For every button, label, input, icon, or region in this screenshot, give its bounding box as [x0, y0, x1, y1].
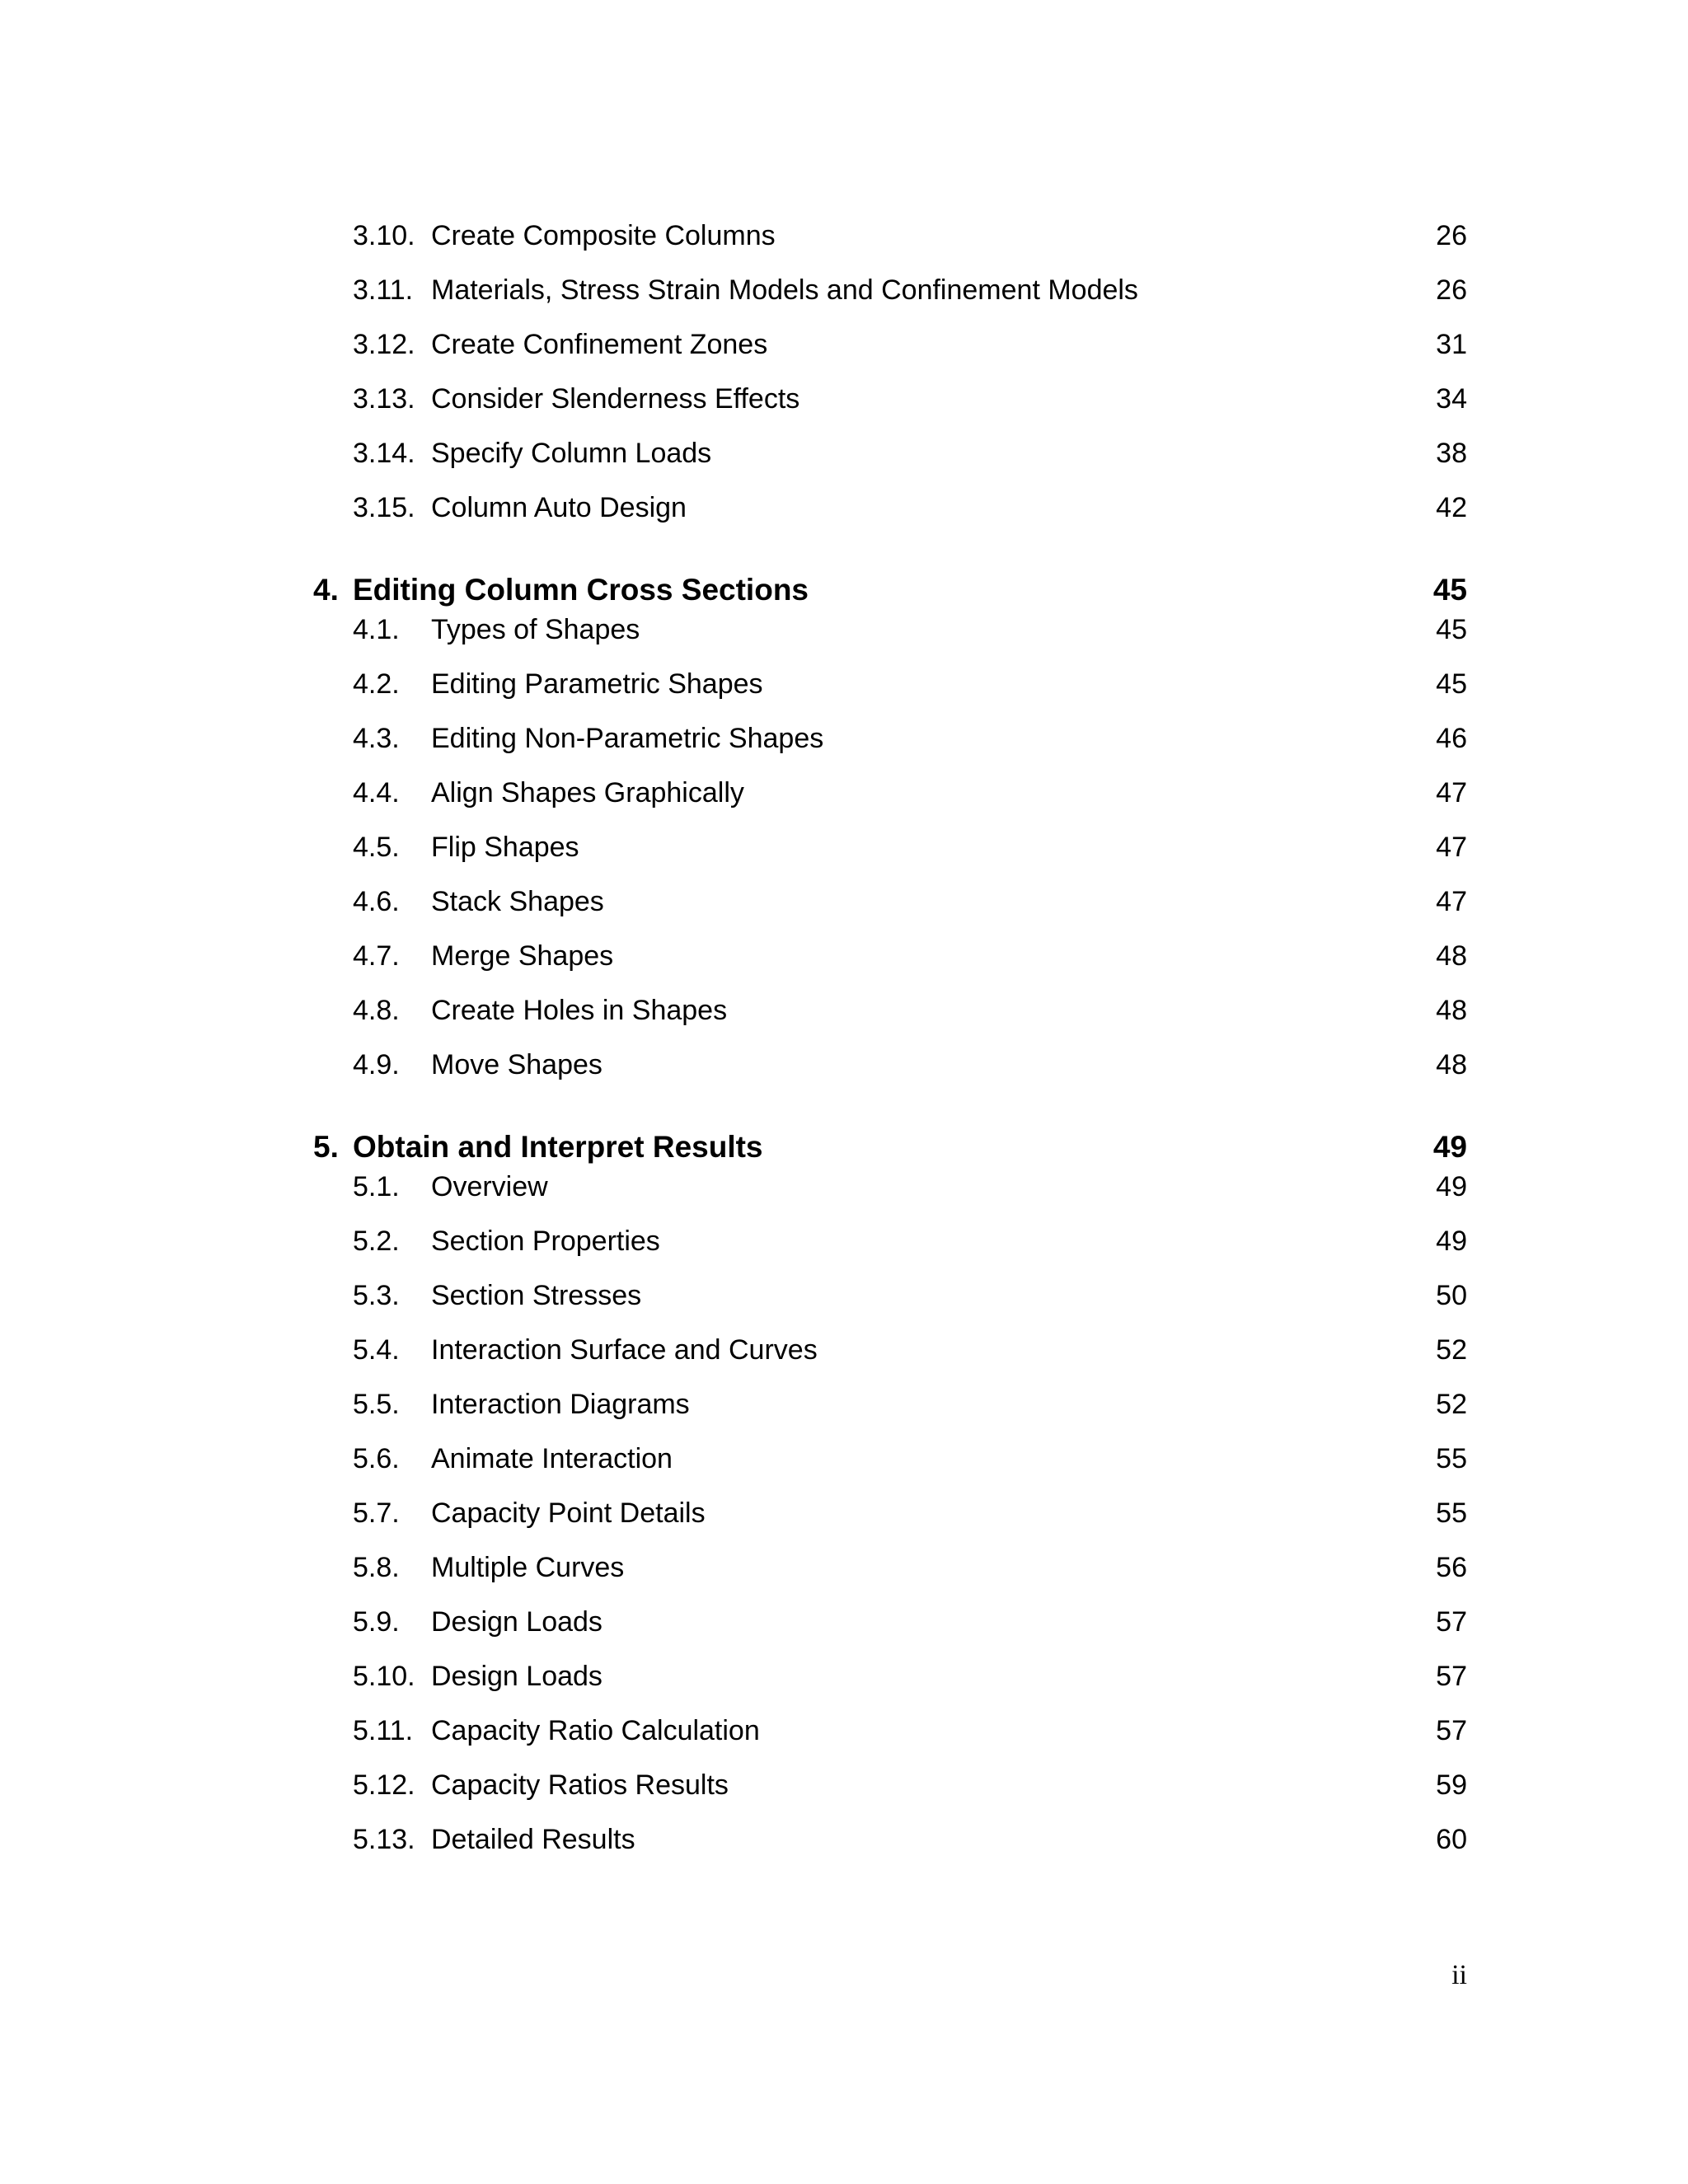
toc-entry-page: 47	[1436, 777, 1467, 808]
toc-entry-page: 50	[1436, 1280, 1467, 1311]
toc-entry-page: 57	[1436, 1661, 1467, 1692]
toc-entry-number: 4.6.	[353, 886, 400, 917]
toc-entry-page: 48	[1436, 995, 1467, 1026]
toc-entry-page: 45	[1432, 573, 1467, 607]
toc-section-entry[interactable]	[0, 1380, 1688, 1429]
toc-entry-page: 49	[1436, 1226, 1467, 1257]
toc-entry-page: 57	[1436, 1715, 1467, 1746]
toc-entry-title: Create Holes in Shapes	[431, 995, 728, 1026]
toc-entry-number: 5.6.	[353, 1443, 400, 1474]
toc-entry-title: Editing Non-Parametric Shapes	[431, 723, 824, 754]
toc-section-entry[interactable]	[0, 1271, 1688, 1320]
toc-entry-title: Capacity Ratios Results	[431, 1769, 729, 1801]
toc-section-entry[interactable]	[0, 1706, 1688, 1755]
toc-entry-title: Detailed Results	[431, 1824, 635, 1855]
toc-section-entry[interactable]	[0, 768, 1688, 818]
toc-entry-number: 4.	[313, 573, 339, 607]
toc-entry-page: 55	[1436, 1443, 1467, 1474]
toc-entry-title: Merge Shapes	[431, 940, 614, 972]
toc-section-entry[interactable]	[0, 714, 1688, 763]
toc-entry-page: 38	[1436, 438, 1467, 469]
toc-section-entry[interactable]	[0, 986, 1688, 1035]
toc-entry-title: Flip Shapes	[431, 832, 579, 863]
toc-entry-number: 5.10.	[353, 1661, 415, 1692]
toc-entry-title: Move Shapes	[431, 1049, 603, 1080]
toc-entry-page: 59	[1436, 1769, 1467, 1801]
toc-entry-number: 3.13.	[353, 383, 415, 415]
toc-section-entry[interactable]	[0, 211, 1688, 260]
toc-entry-title: Editing Column Cross Sections	[353, 573, 809, 607]
toc-entry-title: Consider Slenderness Effects	[431, 383, 800, 415]
toc-entry-page: 46	[1436, 723, 1467, 754]
toc-entry-number: 5.5.	[353, 1389, 400, 1420]
toc-section-entry[interactable]	[0, 374, 1688, 424]
toc-entry-title: Column Auto Design	[431, 492, 687, 523]
toc-entry-number: 5.9.	[353, 1606, 400, 1638]
toc-entry-title: Section Properties	[431, 1226, 660, 1257]
toc-entry-page: 57	[1436, 1606, 1467, 1638]
toc-entry-number: 5.7.	[353, 1497, 400, 1529]
toc-entry-title: Capacity Ratio Calculation	[431, 1715, 760, 1746]
toc-entry-title: Interaction Surface and Curves	[431, 1334, 818, 1366]
toc-section-entry[interactable]	[0, 483, 1688, 532]
toc-section-entry[interactable]	[0, 1162, 1688, 1212]
toc-section-entry[interactable]	[0, 1040, 1688, 1090]
toc-section-entry[interactable]	[0, 1216, 1688, 1266]
toc-entry-page: 55	[1436, 1497, 1467, 1529]
toc-entry-page: 47	[1436, 832, 1467, 863]
toc-entry-page: 45	[1436, 668, 1467, 700]
toc-entry-page: 31	[1436, 329, 1467, 360]
toc-entry-number: 5.3.	[353, 1280, 400, 1311]
toc-entry-title: Specify Column Loads	[431, 438, 712, 469]
toc-entry-page: 60	[1436, 1824, 1467, 1855]
page-number: ii	[1451, 1960, 1467, 1990]
toc-entry-title: Types of Shapes	[431, 614, 640, 645]
toc-entry-title: Design Loads	[431, 1606, 603, 1638]
toc-entry-title: Interaction Diagrams	[431, 1389, 690, 1420]
toc-entry-number: 5.12.	[353, 1769, 415, 1801]
toc-entry-number: 3.11.	[353, 274, 414, 306]
toc-entry-title: Editing Parametric Shapes	[431, 668, 763, 700]
toc-entry-number: 3.12.	[353, 329, 415, 360]
toc-entry-title: Capacity Point Details	[431, 1497, 706, 1529]
toc-section-entry[interactable]	[0, 823, 1688, 872]
toc-section-entry[interactable]	[0, 659, 1688, 709]
toc-entry-title: Multiple Curves	[431, 1552, 625, 1583]
toc-entry-number: 4.9.	[353, 1049, 400, 1080]
toc-section-entry[interactable]	[0, 1760, 1688, 1810]
toc-section-entry[interactable]	[0, 1597, 1688, 1647]
toc-entry-number: 5.1.	[353, 1171, 400, 1202]
toc-entry-title: Create Confinement Zones	[431, 329, 768, 360]
toc-entry-title: Obtain and Interpret Results	[353, 1130, 763, 1164]
toc-entry-number: 5.4.	[353, 1334, 400, 1366]
toc-entry-title: Design Loads	[431, 1661, 603, 1692]
toc-entry-page: 49	[1436, 1171, 1467, 1202]
toc-section-entry[interactable]	[0, 429, 1688, 478]
toc-entry-title: Stack Shapes	[431, 886, 604, 917]
toc-entry-page: 45	[1436, 614, 1467, 645]
toc-section-entry[interactable]	[0, 1325, 1688, 1375]
toc-entry-number: 3.15.	[353, 492, 415, 523]
toc-entry-page: 56	[1436, 1552, 1467, 1583]
toc-entry-number: 4.4.	[353, 777, 400, 808]
toc-section-entry[interactable]	[0, 605, 1688, 654]
toc-section-entry[interactable]	[0, 1434, 1688, 1483]
toc-entry-number: 4.7.	[353, 940, 400, 972]
toc-entry-page: 48	[1436, 940, 1467, 972]
toc-entry-page: 49	[1432, 1130, 1467, 1164]
toc-entry-page: 52	[1436, 1334, 1467, 1366]
toc-entry-page: 48	[1436, 1049, 1467, 1080]
toc-entry-number: 3.14.	[353, 438, 415, 469]
toc-section-entry[interactable]	[0, 1543, 1688, 1592]
toc-entry-number: 5.	[313, 1130, 339, 1164]
toc-section-entry[interactable]	[0, 265, 1688, 315]
toc-entry-number: 5.11.	[353, 1715, 414, 1746]
toc-entry-title: Align Shapes Graphically	[431, 777, 744, 808]
toc-entry-number: 4.8.	[353, 995, 400, 1026]
toc-entry-title: Animate Interaction	[431, 1443, 673, 1474]
toc-entry-number: 3.10.	[353, 220, 415, 251]
toc-section-entry[interactable]	[0, 931, 1688, 981]
toc-entry-number: 4.3.	[353, 723, 400, 754]
toc-section-entry[interactable]	[0, 1488, 1688, 1538]
toc-entry-page: 52	[1436, 1389, 1467, 1420]
toc-entry-title: Create Composite Columns	[431, 220, 776, 251]
toc-section-entry[interactable]	[0, 320, 1688, 369]
toc-section-entry[interactable]	[0, 877, 1688, 926]
toc-section-entry[interactable]	[0, 1652, 1688, 1701]
toc-entry-number: 5.13.	[353, 1824, 415, 1855]
toc-entry-page: 47	[1436, 886, 1467, 917]
toc-entry-page: 42	[1436, 492, 1467, 523]
toc-entry-title: Section Stresses	[431, 1280, 642, 1311]
toc-entry-page: 26	[1436, 220, 1467, 251]
toc-entry-number: 5.2.	[353, 1226, 400, 1257]
toc-entry-number: 5.8.	[353, 1552, 400, 1583]
toc-entry-title: Materials, Stress Strain Models and Confinement Models	[431, 274, 1138, 306]
toc-entry-page: 34	[1436, 383, 1467, 415]
toc-section-entry[interactable]	[0, 1815, 1688, 1864]
toc-entry-number: 4.2.	[353, 668, 400, 700]
toc-entry-page: 26	[1436, 274, 1467, 306]
toc-entry-number: 4.5.	[353, 832, 400, 863]
toc-entry-title: Overview	[431, 1171, 548, 1202]
toc-entry-number: 4.1.	[353, 614, 400, 645]
